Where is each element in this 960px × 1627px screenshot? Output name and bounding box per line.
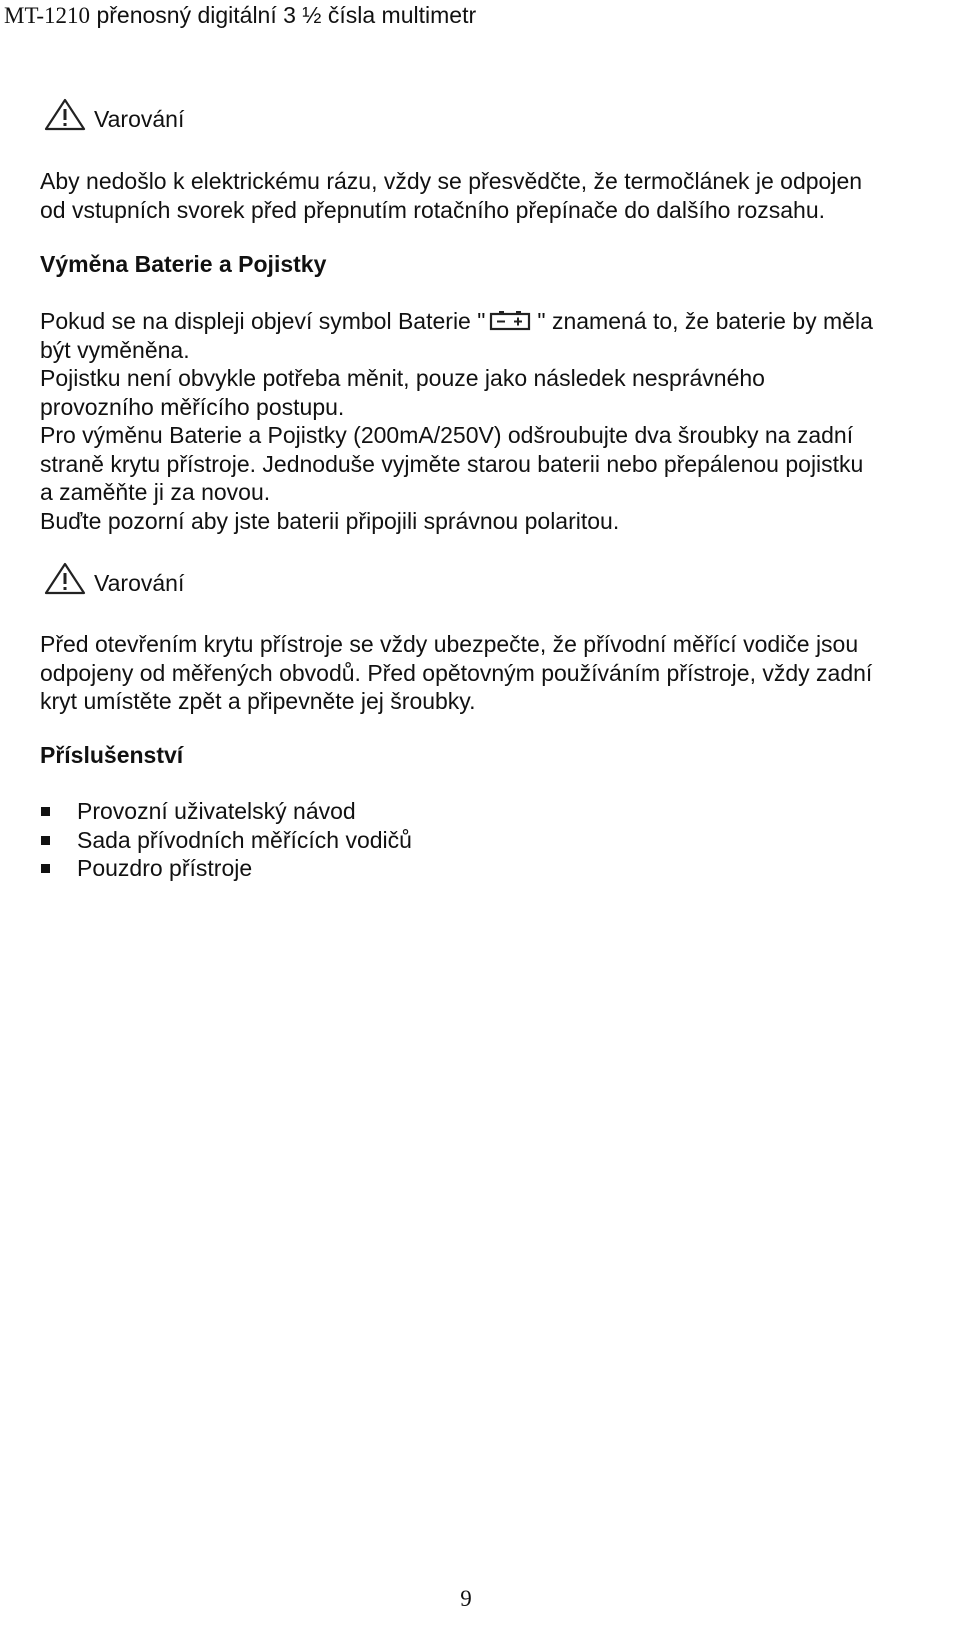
list-item: Pouzdro přístroje bbox=[40, 854, 412, 883]
warning-triangle-icon bbox=[44, 562, 86, 596]
document-title: přenosný digitální 3 ½ čísla multimetr bbox=[96, 2, 477, 28]
page-header bbox=[4, 2, 476, 29]
list-item: Provozní uživatelský návod bbox=[40, 797, 412, 826]
battery-icon bbox=[487, 311, 533, 331]
section-heading-battery: Výměna Baterie a Pojistky bbox=[40, 251, 327, 277]
warning-text-1: Aby nedošlo k elektrickému rázu, vždy se přesvědčte, že termočlánek je odpojen od vstupních svorek před přepnutím rotačního přepínače do dalšího rozsahu. bbox=[40, 168, 863, 223]
bullet-square-icon bbox=[41, 807, 50, 816]
section-heading-accessories: Příslušenství bbox=[40, 742, 184, 768]
page-number: 9 bbox=[460, 1586, 472, 1611]
bullet-square-icon bbox=[41, 836, 50, 845]
warning-heading-2 bbox=[44, 562, 184, 596]
warning-triangle-icon bbox=[44, 98, 86, 132]
warning-label: Varování bbox=[94, 106, 185, 132]
battery-paragraph: Pokud se na displeji objeví symbol Baterie " " znamená to, že baterie by měla být vyměněna. Pojistku není obvykle potřeba měnit, pouze jako následek nesprávného provozního měřícího postupu. Pro výměnu Baterie a Pojistky (200mA/250V) odšroubujte dva šroubky na zadní straně krytu přístroje. Jednoduše vyjměte starou baterii nebo přepálenou pojistku a zaměňte ji za novou. Buďte pozorní aby jste baterii připojili správnou polaritou. bbox=[40, 308, 873, 534]
model-number: MT-1210 bbox=[4, 3, 91, 28]
warning-label: Varování bbox=[94, 570, 185, 596]
warning-text-2: Před otevřením krytu přístroje se vždy ubezpečte, že přívodní měřící vodiče jsou odpojeny od měřených obvodů. Před opětovným používáním přístroje, vždy zadní kryt umístěte zpět a připevněte jej šroubky. bbox=[40, 631, 873, 714]
bullet-square-icon bbox=[41, 864, 50, 873]
list-item: Sada přívodních měřících vodičů bbox=[40, 826, 412, 855]
warning-heading-1 bbox=[44, 98, 184, 132]
accessories-list bbox=[40, 797, 412, 883]
